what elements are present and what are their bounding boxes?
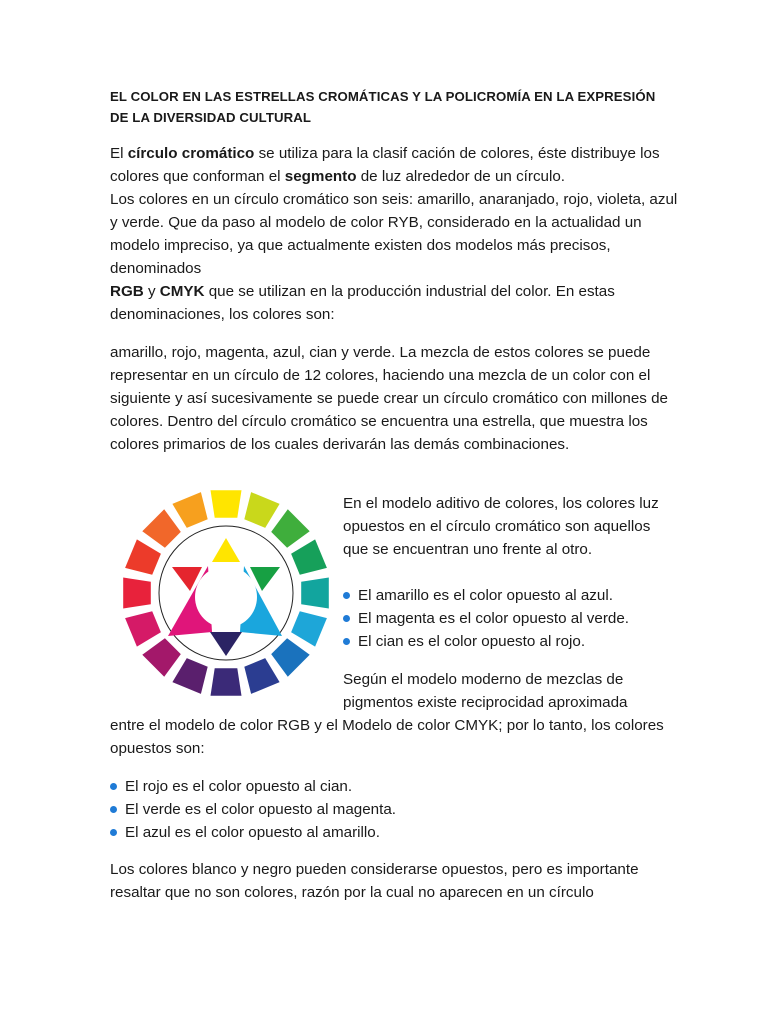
bullet-icon xyxy=(110,783,117,790)
list-item: El verde es el color opuesto al magenta. xyxy=(110,798,670,821)
wheel-segment xyxy=(211,668,242,696)
list-item: El rojo es el color opuesto al cian. xyxy=(110,775,670,798)
wheel-segment xyxy=(125,539,161,574)
list-item: El magenta es el color opuesto al verde. xyxy=(343,607,673,630)
wheel-segment xyxy=(142,509,181,548)
wheel-segment xyxy=(211,490,242,518)
wheel-segment xyxy=(271,638,310,677)
wheel-segment xyxy=(172,492,207,528)
bullet-icon xyxy=(343,638,350,645)
bullet-icon xyxy=(343,592,350,599)
bullet-icon xyxy=(110,829,117,836)
wheel-segment xyxy=(291,539,327,574)
list-item: El amarillo es el color opuesto al azul. xyxy=(343,584,673,607)
wheel-segment xyxy=(244,658,279,694)
paragraph-additive: En el modelo aditivo de colores, los colores luz opuestos en el círculo cromático son aquellos que se encuentran uno frente al otro. xyxy=(343,495,659,558)
paragraph-reciprocity: entre el modelo de color RGB y el Modelo de color CMYK; por lo tanto, los colores opuestos son: xyxy=(110,717,664,757)
additive-opposites-list xyxy=(343,584,673,653)
bullet-icon xyxy=(343,615,350,622)
text-run: y xyxy=(143,283,160,300)
text-run: se utiliza para la clasif cación de colores, éste distribuye los colores que conforman el xyxy=(110,145,660,185)
pigment-opposites-list xyxy=(110,775,670,844)
list-item: El cian es el color opuesto al rojo. xyxy=(343,630,673,653)
text-run: El xyxy=(110,145,128,162)
bold-term: círculo cromático xyxy=(127,145,255,162)
text-run: Los colores en un círculo cromático son seis: amarillo, anaranjado, rojo, violeta, azul y verde. Que da paso al modelo de color RYB, considerado en la actualidad un modelo impreciso, ya que actualmente existen dos modelos más precisos, denominados xyxy=(110,191,678,277)
document-title: EL COLOR EN LAS ESTRELLAS CROMÁTICAS Y LA POLICROMÍA EN LA EXPRESIÓN DE LA DIVERSIDAD CULTURAL xyxy=(110,89,656,125)
wheel-segment xyxy=(123,578,151,609)
paragraph-intro xyxy=(110,142,680,326)
bold-term: CMYK xyxy=(159,283,205,300)
wheel-segment xyxy=(291,611,327,646)
wheel-segment xyxy=(142,638,181,677)
paragraph-pigments: Según el modelo moderno de mezclas de pigmentos existe reciprocidad aproximada xyxy=(343,671,628,711)
text-run: de luz alrededor de un círculo. xyxy=(356,168,566,185)
wheel-segment xyxy=(172,658,207,694)
bullet-icon xyxy=(110,806,117,813)
text-run: que se utilizan en la producción industrial del color. En estas denominaciones, los colores son: xyxy=(110,283,615,323)
wheel-segment xyxy=(244,492,279,528)
color-wheel-image xyxy=(112,490,330,698)
wheel-segment xyxy=(125,611,161,646)
paragraph-black-white: Los colores blanco y negro pueden considerarse opuestos, pero es importante resaltar que no son colores, razón por la cual no aparecen en un círculo xyxy=(110,861,639,901)
wheel-segment xyxy=(301,578,329,609)
center-circle xyxy=(195,566,257,628)
list-item: El azul es el color opuesto al amarillo. xyxy=(110,821,670,844)
bold-term: RGB xyxy=(110,283,144,300)
bold-term: segmento xyxy=(284,168,357,185)
paragraph-colors: amarillo, rojo, magenta, azul, cian y verde. La mezcla de estos colores se puede representar en un círculo de 12 colores, haciendo una mezcla de un color con el siguiente y así sucesivamente se puede crear un círculo cromático con millones de colores. Dentro del círculo cromático se encuentra una estrella, que muestra los colores primarios de los cuales derivarán las demás combinaciones. xyxy=(110,344,668,453)
wheel-segment xyxy=(271,509,310,548)
